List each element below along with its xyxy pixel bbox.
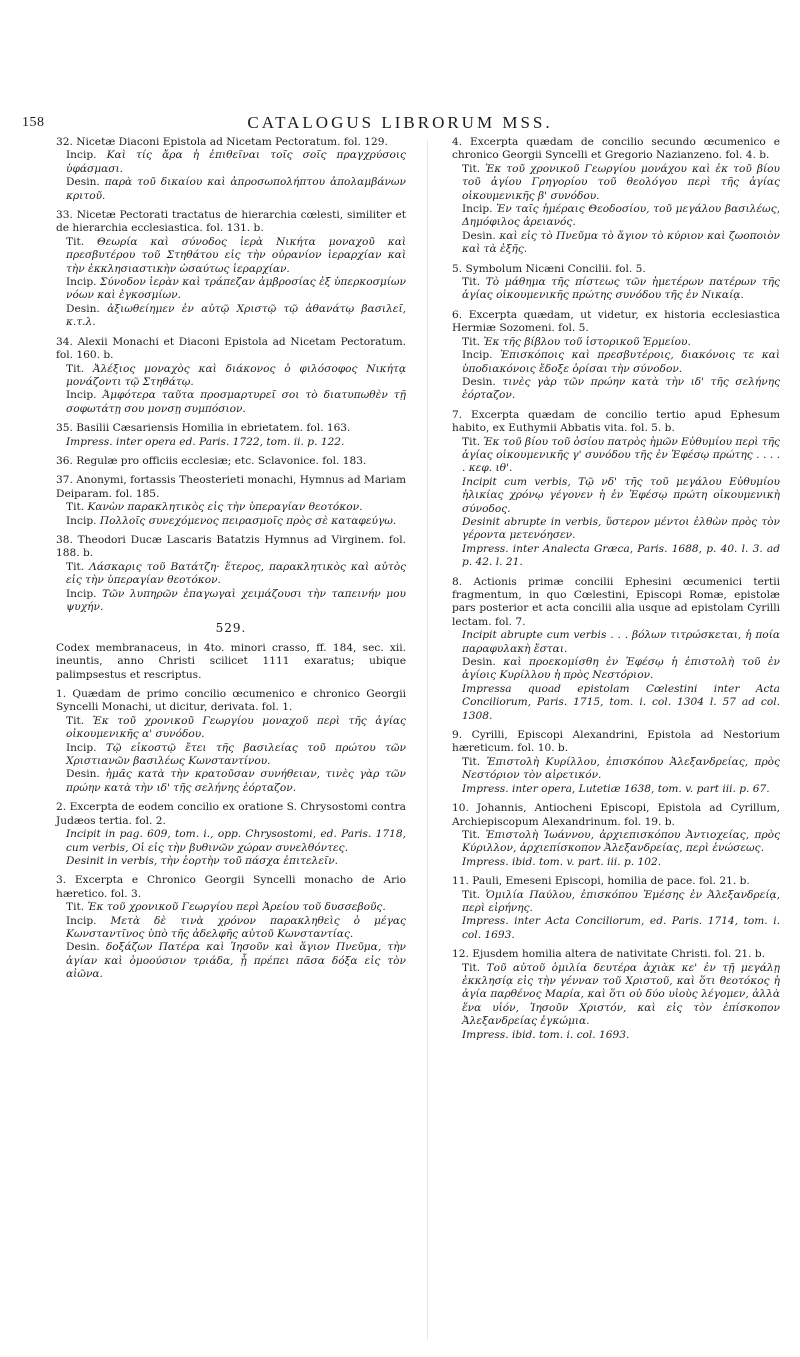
line-text: Καὶ τίς ἄρα ἡ ἐπιθεῖναι τοῖς σοῖς πραγχρύσοις ὑφάσμασι.: [66, 149, 406, 175]
entry-title: Pauli, Emeseni Episcopi, homilia de pace. fol. 21. b.: [472, 875, 750, 888]
entry-line: [452, 336, 780, 349]
entry-line: [452, 276, 780, 303]
line-label: Incip.: [462, 349, 500, 362]
catalogue-entry: [452, 948, 780, 1042]
catalogue-entry: [452, 802, 780, 869]
line-text: καὶ προεκομίσθη ἐν Ἐφέσῳ ἡ ἐπιστολὴ τοῦ ἐν ἁγίοις Κυρίλλου ἡ πρὸς Νεστόριον.: [462, 656, 780, 682]
entry-line: [452, 436, 780, 476]
entry-line: [452, 683, 780, 723]
entry-title: Excerpta e Chronico Georgii Syncelli monacho de Ario hæretico. fol. 3.: [56, 874, 406, 900]
entry-title: Excerpta quædam, ut videtur, ex historia ecclesiastica Hermiæ Sozomeni. fol. 5.: [452, 308, 781, 335]
catalogue-entry: [56, 455, 406, 468]
entry-number: 9.: [452, 729, 472, 742]
line-label: Tit.: [66, 560, 90, 573]
left-column: [56, 136, 406, 988]
entry-title: Excerpta de eodem concilio ex oratione S. Chrysostomi contra Judæos tertia. fol. 2.: [56, 801, 406, 827]
entry-number: 11.: [452, 875, 473, 888]
catalogue-entry: [56, 688, 406, 795]
entry-line: [452, 656, 780, 683]
entry-number: 10.: [452, 802, 477, 815]
line-label: Desin.: [66, 176, 105, 189]
entry-number: 6.: [452, 308, 469, 321]
entry-line: [56, 176, 406, 203]
catalogue-entry: [56, 874, 406, 981]
catalogue-entry: [452, 263, 780, 303]
entry-line: [56, 501, 406, 514]
line-label: Incip.: [66, 389, 103, 402]
line-label: Tit.: [462, 335, 484, 348]
entry-line: [56, 389, 406, 416]
entry-title: Symbolum Nicæni Concilii. fol. 5.: [465, 262, 646, 275]
entry-line: [56, 941, 406, 981]
line-label: Desin.: [462, 656, 504, 669]
line-label: Incip.: [66, 741, 106, 754]
line-label: Incip.: [462, 203, 497, 216]
line-label: Desin.: [66, 941, 106, 954]
catalogue-entry: [452, 136, 780, 257]
entry-line: [452, 915, 780, 942]
codex-items: [56, 688, 406, 982]
line-text: Incipit cum verbis, Τῷ νδ' τῆς τοῦ μεγάλου Εὐθυμίου ἡλικίας χρόνῳ γέγονεν ἡ ἐν Ἐφέσῳ πρώτη οἰκουμενικὴ σύνοδος.: [462, 475, 780, 515]
entry-line: [452, 1029, 780, 1042]
catalogue-entry: [56, 422, 406, 449]
line-label: Tit.: [462, 828, 486, 841]
line-text: Ἐπισκόποις καὶ πρεσβυτέροις, διακόνοις τε καὶ ὑποδιακόνοις ἔδοξε ὁρίσαι τὴν σύνοδον.: [462, 349, 780, 375]
entry-line: [452, 756, 780, 783]
line-text: ἀξιωθείημεν ἐν αὐτῷ Χριστῷ τῷ ἀθανάτῳ βασιλεῖ, κ.τ.λ.: [66, 302, 406, 329]
line-text: παρὰ τοῦ δικαίου καὶ ἀπροσωπολήπτου ἀπολαμβάνων κριτοῦ.: [66, 176, 406, 202]
line-text: Impress. inter Analecta Græca, Paris. 1688, p. 40. l. 3. ad p. 42. l. 21.: [462, 542, 780, 569]
catalogue-entry: [56, 474, 406, 528]
right-column: [452, 136, 780, 1048]
line-text: Ἐκ τῆς βίβλου τοῦ ἱστορικοῦ Ἑρμείου.: [483, 335, 691, 348]
left-entries: [56, 136, 406, 614]
entry-line: [56, 149, 406, 176]
entry-line: [56, 742, 406, 769]
line-text: Ἐπιστολὴ Κυρίλλου, ἐπισκόπου Ἀλεξανδρείας, πρὸς Νεστόριον τὸν αἱρετικόν.: [462, 755, 780, 782]
line-text: δοξάζων Πατέρα καὶ Ἰησοῦν καὶ ἅγιον Πνεῦμα, τὴν ἁγίαν καὶ ὁμοούσιον τριάδα, ᾗ πρέπει πᾶσα δόξα εἰς τὸν αἰῶνα.: [66, 941, 406, 981]
entry-number: 32.: [56, 136, 77, 148]
entry-line: [56, 855, 406, 868]
line-text: Impress. ibid. tom. i. col. 1693.: [462, 1028, 630, 1041]
entry-title: Alexii Monachi et Diaconi Epistola ad Nicetam Pectoratum. fol. 160. b.: [56, 335, 406, 362]
entry-line: [452, 629, 780, 656]
line-text: Desinit abrupte in verbis, ὕστερον μέντοι ἐλθὼν πρὸς τὸν γέροντα μετενόησεν.: [462, 515, 780, 542]
page-header: [0, 20, 800, 132]
entry-title: Cyrilli, Episcopi Alexandrini, Epistola ad Nestorium hæreticum. fol. 10. b.: [452, 729, 780, 755]
line-text: Ὁμιλία Παύλου, ἐπισκόπου Ἐμέσης ἐν Ἀλεξανδρείᾳ, περὶ εἰρήνης.: [462, 888, 781, 914]
entry-line: [452, 203, 780, 230]
line-text: Ἐκ τοῦ χρονικοῦ Γεωργίου μοναχοῦ περὶ τῆς ἁγίας οἰκουμενικῆς α' συνόδου.: [66, 714, 406, 741]
right-entries: [452, 136, 780, 1042]
entry-number: 1.: [56, 688, 73, 701]
entry-title: Nicetæ Pectorati tractatus de hierarchia cœlesti, similiter et de hierarchia ecclesiastica. fol. 131. b.: [56, 209, 406, 235]
line-label: Desin.: [66, 768, 106, 781]
entry-line: [56, 276, 406, 303]
line-label: Tit.: [66, 501, 88, 514]
line-text: ἡμᾶς κατὰ τὴν κρατοῦσαν συνήθειαν, τινὲς γὰρ τῶν πρώην κατὰ τὴν ιδ' τῆς σελήνης ἑόρταζον.: [66, 768, 406, 794]
entry-number: 35.: [56, 422, 77, 435]
line-text: τινὲς γὰρ τῶν πρώην κατὰ τὴν ιδ' τῆς σελήνης ἑόρταζον.: [462, 375, 781, 402]
entry-number: 37.: [56, 474, 77, 487]
entry-title: Johannis, Antiocheni Episcopi, Epistola ad Cyrillum, Archiepiscopum Alexandrinum. fol. 19. b.: [452, 802, 780, 828]
entry-title: Basilii Cæsariensis Homilia in ebrietatem. fol. 163.: [76, 422, 351, 435]
line-text: Desinit in verbis, τὴν ἑορτὴν τοῦ πάσχα ἐπιτελεῖν.: [66, 854, 339, 867]
line-label: Tit.: [462, 888, 486, 901]
line-text: Impressa quoad epistolam Cœlestini inter Acta Conciliorum, Paris. 1715, tom. i. col. 1304 l. 57 ad col. 1308.: [462, 682, 780, 722]
line-label: Tit.: [462, 755, 487, 768]
entry-number: 2.: [56, 801, 70, 814]
entry-line: [452, 230, 780, 257]
entry-line: [452, 476, 780, 516]
entry-title: Excerpta quædam de concilio tertio apud Ephesum habito, ex Euthymii Abbatis vita. fol. 5. b.: [452, 408, 780, 435]
entry-line: [452, 543, 780, 570]
entry-title: Regulæ pro officiis ecclesiæ; etc. Sclavonice. fol. 183.: [76, 454, 367, 467]
line-label: Incip.: [66, 914, 111, 927]
line-text: Incipit abrupte cum verbis . . . βόλων τιτρώσκεται, ἡ ποία παραφυλακὴ ἔσται.: [462, 629, 780, 655]
line-text: Impress. ibid. tom. v. part. iii. p. 102.: [462, 855, 662, 868]
entry-line: [452, 889, 780, 916]
entry-number: 12.: [452, 948, 473, 961]
entry-line: [56, 436, 406, 449]
entry-line: [56, 768, 406, 795]
line-label: Tit.: [66, 235, 98, 248]
line-label: Desin.: [66, 302, 108, 315]
entry-number: 38.: [56, 533, 78, 546]
line-label: Incip.: [66, 514, 100, 527]
entry-line: [56, 303, 406, 330]
catalogue-entry: [452, 309, 780, 403]
entry-line: [56, 236, 406, 276]
line-text: Μετὰ δὲ τινὰ χρόνον παρακληθεὶς ὁ μέγας Κωνσταντῖνος ὑπὸ τῆς ἀδελφῆς αὐτοῦ Κωνσταντίας.: [66, 914, 406, 940]
entry-number: 36.: [56, 454, 77, 467]
entry-title: Actionis primæ concilii Ephesini œcumenici tertii fragmentum, in quo Cœlestini, Episcopi Romæ, epistolæ pars posterior et acta concilii alia usque ad epistolam Cyrilli lectam. fol. 7.: [452, 575, 780, 628]
entry-line: [56, 715, 406, 742]
entry-line: [452, 349, 780, 376]
entry-title: Anonymi, fortassis Theosterieti monachi, Hymnus ad Mariam Deiparam. fol. 185.: [56, 474, 406, 500]
entry-title: Quædam de primo concilio œcumenico e chronico Georgii Syncelli Monachi, ut dicitur, derivata. fol. 1.: [56, 688, 406, 714]
entry-number: 8.: [452, 575, 474, 588]
entry-title: Excerpta quædam de concilio secundo œcumenico e chronico Georgii Syncelli et Gregorio Nazianzeno. fol. 4. b.: [452, 136, 780, 162]
line-text: Ἀλέξιος μοναχὸς καὶ διάκονος ὁ φιλόσοφος Νικήτᾳ μονάζοντι τῷ Στηθάτῳ.: [66, 362, 406, 388]
line-label: Tit.: [462, 435, 484, 448]
entry-line: [56, 588, 406, 615]
line-label: Incip.: [66, 276, 100, 289]
entry-line: [452, 856, 780, 869]
catalogue-entry: [452, 875, 780, 942]
line-text: καὶ εἰς τὸ Πνεῦμα τὸ ἅγιον τὸ κύριον καὶ ζωοποιὸν καὶ τὰ ἑξῆς.: [462, 229, 780, 256]
line-label: Desin.: [462, 229, 500, 242]
entry-number: 3.: [56, 874, 75, 887]
line-label: Incip.: [66, 149, 107, 162]
line-text: Impress. inter Acta Conciliorum, ed. Paris. 1714, tom. i. col. 1693.: [462, 915, 780, 941]
catalogue-entry: [452, 576, 780, 723]
catalogue-entry: [56, 136, 406, 203]
entry-line: [56, 915, 406, 942]
line-label: Tit.: [66, 714, 93, 727]
line-text: Ἐκ τοῦ χρονικοῦ Γεωργίου περὶ Ἀρείου τοῦ δυσσεβοῦς.: [87, 901, 386, 914]
entry-line: [56, 828, 406, 855]
entry-line: [56, 901, 406, 914]
line-text: Impress. inter opera, Lutetiæ 1638, tom. v. part iii. p. 67.: [462, 782, 770, 795]
line-text: Ἐν ταῖς ἡμέραις Θεοδοσίου, τοῦ μεγάλου βασιλέως, Δημόφιλος ἀρειανός.: [462, 203, 780, 229]
line-text: Ἐκ τοῦ βίου τοῦ ὁσίου πατρὸς ἡμῶν Εὐθυμίου περὶ τῆς ἁγίας οἰκουμενικῆς γ' συνόδου τῆς ἐν Ἐφέσῳ πρώτης . . . . . κεφ. ιθ'.: [462, 435, 780, 475]
line-label: Tit.: [462, 961, 487, 974]
line-label: Tit.: [66, 362, 93, 375]
line-text: Πολλοῖς συνεχόμενος πειρασμοῖς πρὸς σὲ καταφεύγω.: [99, 514, 397, 527]
entry-title: Theodori Ducæ Lascaris Batatzis Hymnus ad Virginem. fol. 188. b.: [56, 533, 406, 560]
entry-line: [452, 962, 780, 1029]
line-text: Τοῦ αὐτοῦ ὁμιλία δευτέρα ἀχιὰκ κε' ἐν τῇ μεγάλῃ ἐκκλησίᾳ εἰς τὴν γένναν τοῦ Χριστοῦ, καὶ ὅτι θεοτόκος ἡ ἁγία παρθένος Μαρία, καὶ ὅτι οὐ δύο υἱοὺς λέγομεν, ἀλλὰ ἕνα υἱόν, Ἰησοῦν Χριστόν, καὶ εἰς τὸν ἐπίσκοπον Ἀλεξανδρείας ἐγκώμια.: [462, 961, 780, 1028]
catalogue-entry: [56, 801, 406, 868]
line-text: Ἀμφότερα ταῦτα προσμαρτυρεῖ σοι τὸ διατυπωθὲν τῇ σοφωτάτῃ σου μονσῃ συμπόσιον.: [66, 389, 406, 415]
entry-line: [452, 829, 780, 856]
column-divider: [427, 140, 428, 1340]
line-text: Θεωρία καὶ σύνοδος ἱερὰ Νικήτα μοναχοῦ καὶ πρεσβυτέρου τοῦ Στηθάτου εἰς τὴν οὐρανίον ἱεραρχίαν καὶ τὴν ἐκκλησιαστικὴν ὡσαύτως ἱεραρχίαν.: [66, 235, 406, 275]
entry-number: 4.: [452, 136, 471, 148]
catalogue-entry: [56, 209, 406, 330]
line-text: Incipit in pag. 609, tom. i., opp. Chrysostomi, ed. Paris. 1718, cum verbis, Οἱ εἰς τὴν βυθινῶν χώραν συνελθόντες.: [66, 828, 406, 854]
line-text: Τὸ μάθημα τῆς πίστεως τῶν ἡμετέρων πατέρων τῆς ἁγίας οἰκουμενικῆς πρώτης συνόδου τῆς ἐν Νικαίᾳ.: [462, 276, 780, 302]
line-label: Desin.: [462, 375, 503, 388]
entry-line: [452, 783, 780, 796]
line-text: Σύνοδον ἱερὰν καὶ τράπεζαν ἀμβροσίας ἐξ ὑπερκοσμίων νόων καὶ ἐγκοσμίων.: [66, 276, 406, 302]
entry-title: Ejusdem homilia altera de nativitate Christi. fol. 21. b.: [472, 948, 766, 961]
running-title: CATALOGUS LIBRORUM MSS.: [247, 113, 553, 132]
entry-line: [56, 561, 406, 588]
catalogue-entry: [452, 409, 780, 570]
entry-line: [56, 363, 406, 390]
entry-number: 33.: [56, 209, 77, 222]
line-label: Incip.: [66, 587, 103, 600]
line-text: Impress. inter opera ed. Paris. 1722, tom. ii. p. 122.: [66, 435, 345, 448]
catalogue-entry: [56, 534, 406, 614]
line-text: Ἐπιστολὴ Ἰωάννου, ἀρχιεπισκόπου Ἀντιοχείας, πρὸς Κύριλλον, ἀρχιεπίσκοπον Ἀλεξανδρείας, περὶ ἑνώσεως.: [462, 828, 780, 855]
entry-number: 34.: [56, 335, 78, 348]
entry-line: [452, 163, 780, 203]
entry-line: [452, 376, 780, 403]
line-text: Κανὼν παρακλητικὸς εἰς τὴν ὑπεραγίαν θεοτόκον.: [87, 501, 363, 514]
line-text: Τῶν λυπηρῶν ἐπαγωγαὶ χειμάζουσι τὴν ταπεινήν μου ψυχήν.: [66, 587, 406, 613]
line-label: Tit.: [66, 901, 88, 914]
line-text: Τῷ εἰκοστῷ ἔτει τῆς βασιλείας τοῦ πρώτου τῶν Χριστιανῶν βασιλέως Κωνσταντίνου.: [66, 741, 406, 768]
catalogue-entry: [56, 336, 406, 416]
line-text: Λάσκαρις τοῦ Βατάτζη· ἕτερος, παρακλητικὸς καὶ αὐτὸς εἰς τὴν ὑπεραγίαν θεοτόκον.: [66, 560, 406, 587]
entry-number: 5.: [452, 262, 466, 275]
line-label: Tit.: [462, 276, 486, 289]
line-label: Tit.: [462, 162, 486, 175]
entry-number: 7.: [452, 408, 471, 421]
codex-description: Codex membranaceus, in 4to. minori crasso, ff. 184, sec. xii. ineuntis, anno Christi scilicet 1111 exaratus; ubique palimpsestus et rescriptus.: [56, 641, 406, 681]
codex-number: 529.: [215, 621, 247, 636]
line-text: Ἐκ τοῦ χρονικοῦ Γεωργίου μονάχου καὶ ἐκ τοῦ βίου τοῦ ἁγίου Γρηγορίου τοῦ θεολόγου περὶ τῆς ἁγίας οἰκουμενικῆς β' συνόδου.: [462, 162, 780, 202]
entry-title: Nicetæ Diaconi Epistola ad Nicetam Pectoratum. fol. 129.: [76, 136, 388, 148]
entry-line: [56, 515, 406, 528]
entry-line: [452, 516, 780, 543]
page-number: 158: [22, 115, 45, 130]
catalogue-entry: [452, 729, 780, 796]
